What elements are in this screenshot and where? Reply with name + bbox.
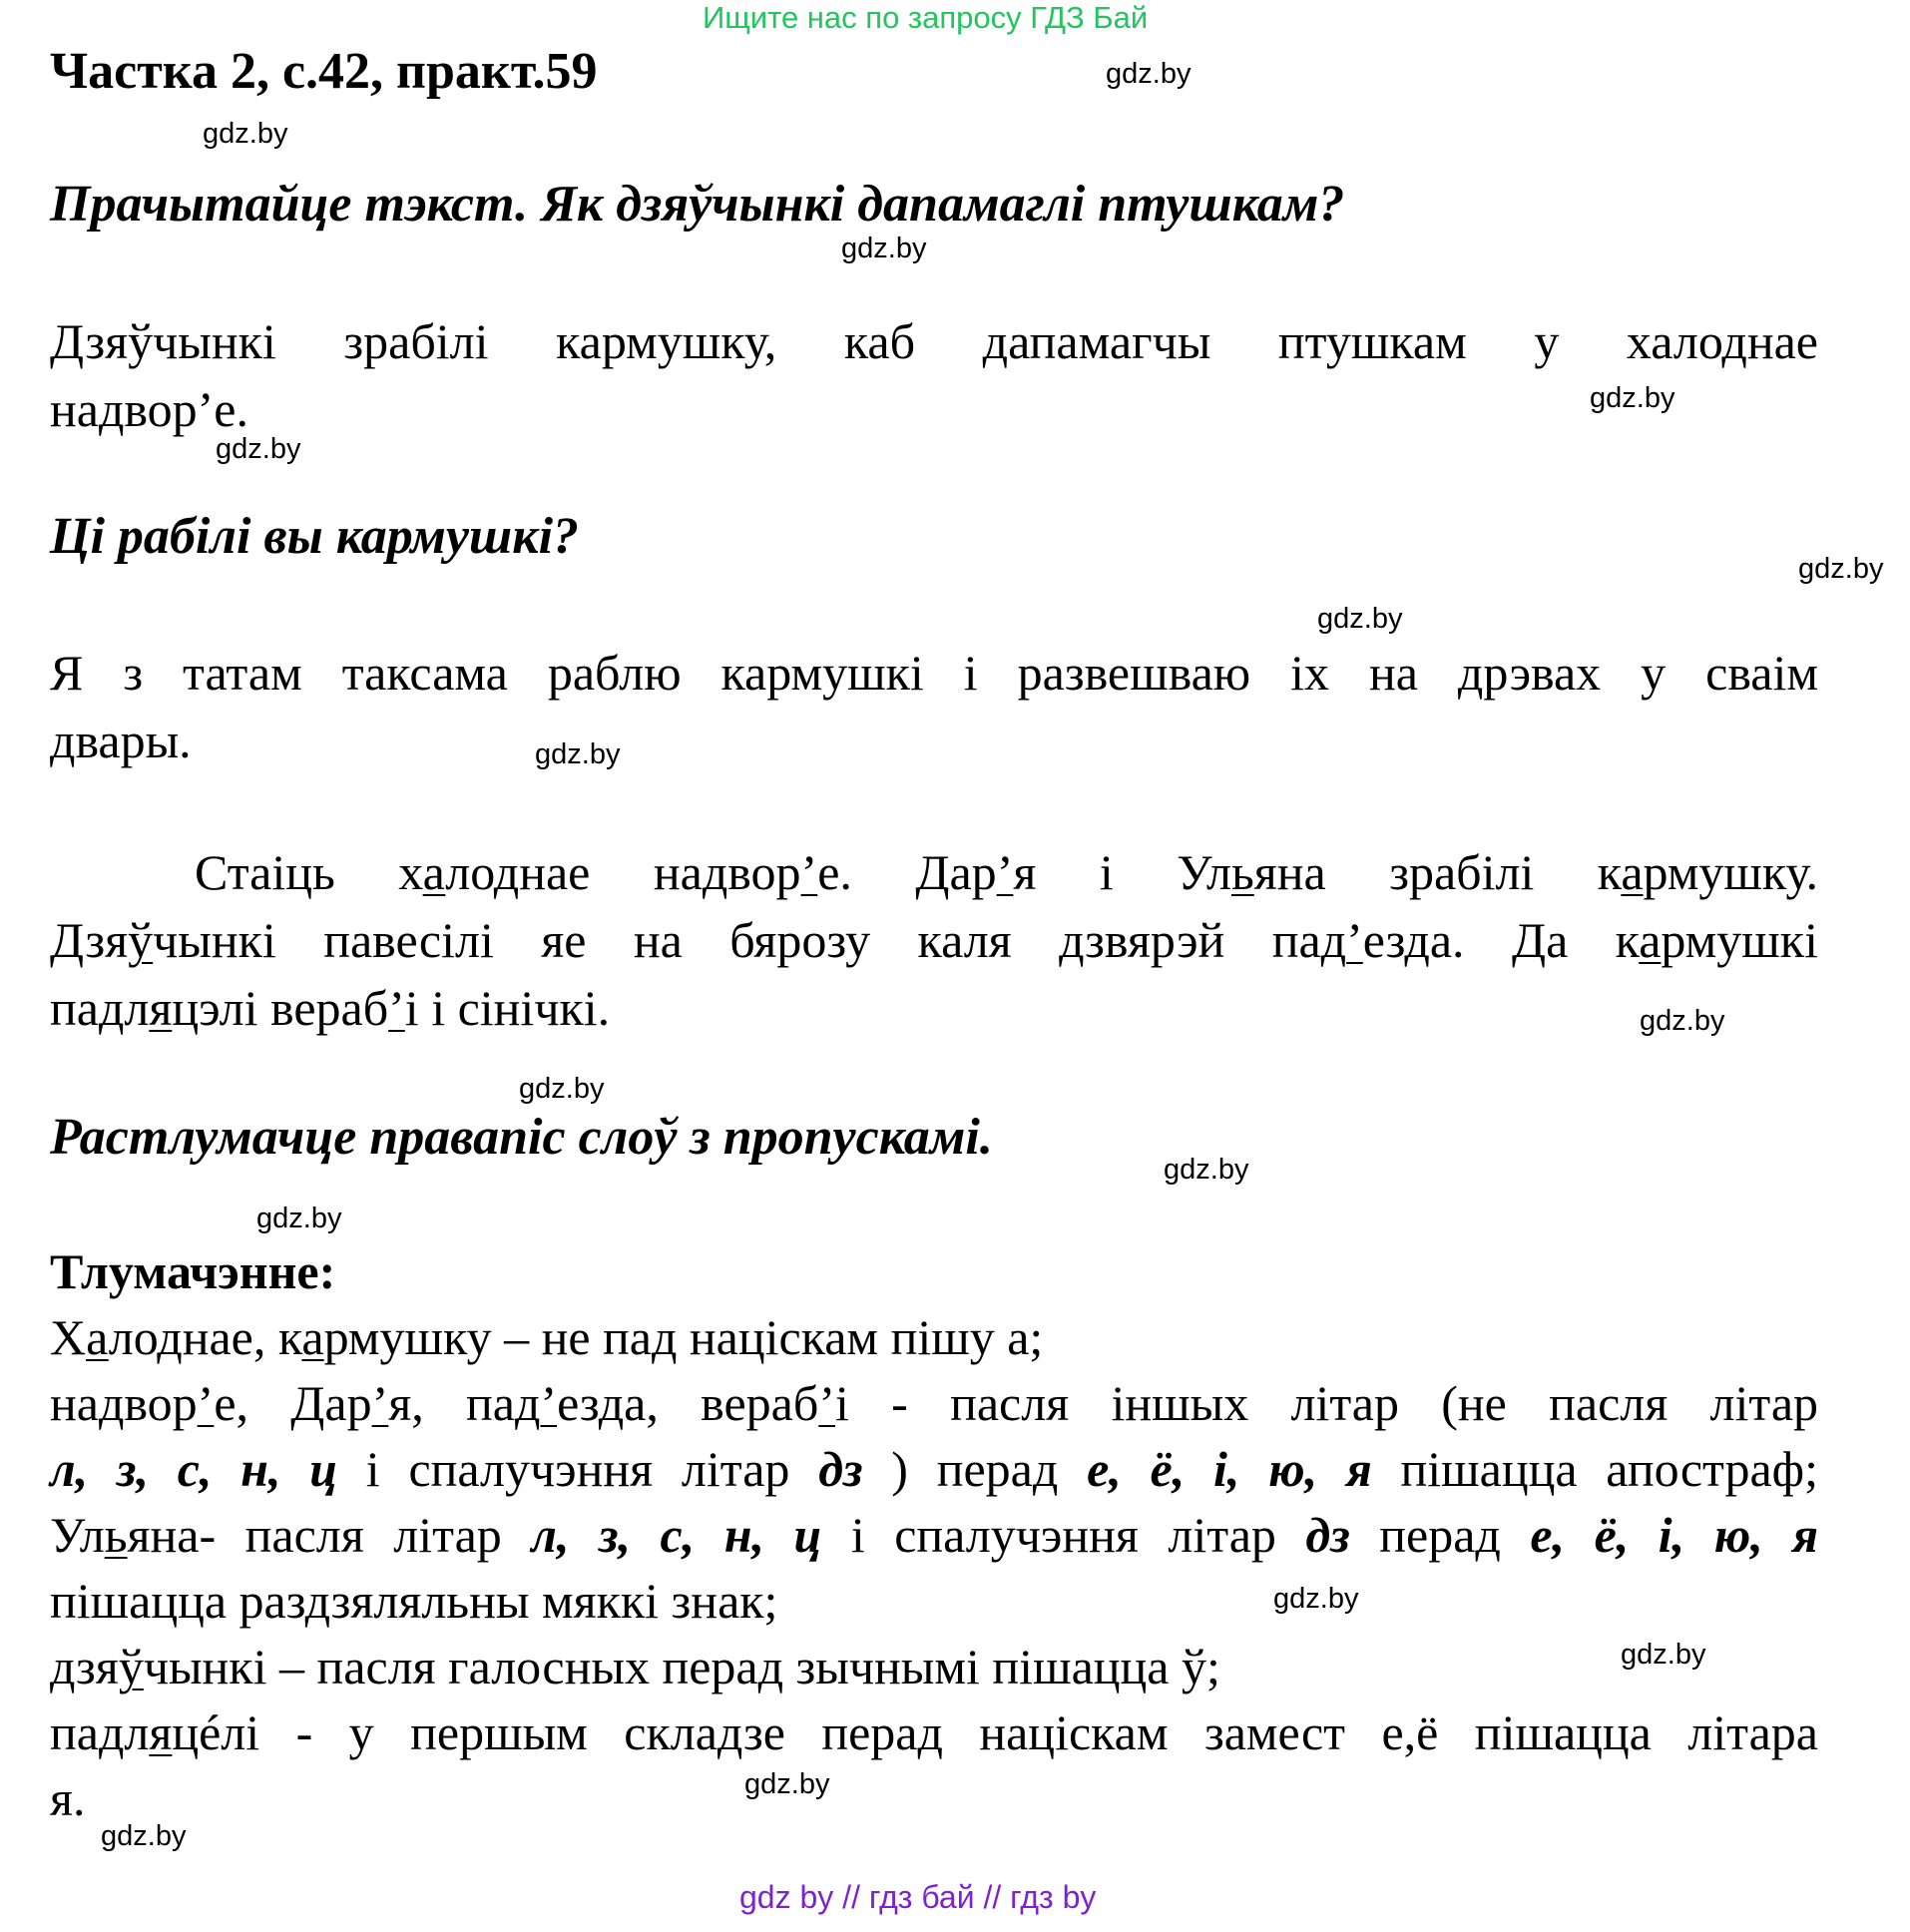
explanation-text: рмушку – не пад націскам пішу а;: [323, 1309, 1044, 1365]
story-text: і і сінічкі.: [404, 980, 611, 1036]
explanation-row-3: [50, 1435, 1818, 1503]
explanation-row-2: [50, 1369, 1818, 1437]
explanation-letter: ’: [818, 1375, 835, 1431]
watermark: gdz.by: [1106, 58, 1192, 90]
explanation-text: цéлі - у першым складзе перад націскам замест е,ё пішацца літара: [172, 1704, 1818, 1760]
explanation-heading: Тлумачэнне:: [50, 1243, 336, 1299]
explanation-text: Ул: [50, 1507, 105, 1563]
story-text: яна зрабілі к: [1253, 844, 1622, 900]
explanation-text: пішацца апостраф;: [1371, 1441, 1818, 1497]
explanation-letter: я: [149, 1704, 173, 1760]
explanation-text: Х: [50, 1309, 87, 1365]
answer-1-line-2: надвор’е.: [50, 381, 248, 437]
explanation-text: надвор: [50, 1375, 198, 1431]
story-line-2: [50, 906, 1818, 974]
footer-links: gdz by // гдз бай // гдз by: [739, 1879, 1097, 1915]
story-text: я і Ул: [1013, 844, 1231, 900]
task-1: Прачытайце тэкст. Як дзяўчынкі дапамаглі птушкам?: [50, 176, 1345, 233]
explanation-row-8: я.: [50, 1770, 86, 1826]
explanation-text: ) перад: [862, 1441, 1088, 1497]
task-3: Растлумачце правапіс слоў з пропускамі.: [50, 1109, 993, 1166]
explanation-text: падл: [50, 1704, 150, 1760]
explanation-row-5: пішацца раздзяляльны мяккі знак;: [50, 1573, 778, 1629]
watermark: gdz.by: [101, 1820, 187, 1852]
story-letter: а: [422, 844, 446, 900]
explanation-text: лоднае, к: [108, 1309, 302, 1365]
explanation-text: дзя: [50, 1639, 119, 1694]
explanation-letter: ’: [371, 1375, 389, 1431]
story-text: лоднае надвор: [445, 844, 801, 900]
story-letter: а: [1621, 844, 1644, 900]
explanation-letter: ь: [104, 1507, 128, 1563]
story-text: Дзя: [50, 912, 129, 968]
answer-1-line-1: Дзяўчынкі зрабілі кармушку, каб дапамагчы птушкам у халоднае: [50, 313, 1818, 369]
watermark: gdz.by: [216, 433, 301, 465]
watermark: gdz.by: [203, 118, 288, 150]
explanation-letter: ’: [197, 1375, 215, 1431]
watermark: gdz.by: [1798, 553, 1884, 585]
explanation-row-4: [50, 1501, 1818, 1569]
explanation-text: я, пад: [388, 1375, 541, 1431]
watermark: gdz.by: [1590, 382, 1675, 414]
watermark: gdz.by: [1164, 1154, 1249, 1186]
explanation-letter: ’: [540, 1375, 558, 1431]
page-title: Частка 2, с.42, практ.59: [50, 43, 598, 100]
watermark: gdz.by: [256, 1203, 342, 1234]
explanation-text: езда, вераб: [557, 1375, 819, 1431]
letters-list: л, з, с, н, ц: [50, 1441, 338, 1497]
watermark: gdz.by: [744, 1768, 830, 1800]
story-text: езда. Да к: [1362, 912, 1640, 968]
explanation-text: перад: [1349, 1507, 1531, 1563]
explanation-letter: а: [86, 1309, 109, 1365]
vowels-list: е, ё, і, ю, я: [1087, 1441, 1372, 1497]
story-letter: ’: [800, 844, 818, 900]
story-text: Стаіць х: [195, 844, 423, 900]
explanation-text: і - пасля іншых літар (не пасля літар: [834, 1375, 1819, 1431]
letters-dz: дз: [818, 1441, 863, 1497]
answer-2-line-1: Я з татам таксама раблю кармушкі і развешваю іх на дрэвах у сваім: [50, 645, 1818, 701]
story-line-1: [50, 838, 1818, 906]
story-letter: а: [1639, 912, 1662, 968]
watermark: gdz.by: [1273, 1583, 1359, 1615]
story-text: чынкі павесілі яе на бярозу каля дзвярэй пад: [153, 912, 1347, 968]
task-2: Ці рабілі вы кармушкі?: [50, 508, 580, 565]
watermark: gdz.by: [519, 1073, 605, 1105]
search-hint: Ищите нас по запросу ГДЗ Бай: [703, 0, 1149, 35]
watermark: gdz.by: [1621, 1639, 1706, 1671]
story-letter: ’: [388, 980, 405, 1036]
explanation-text: яна- пасля літар: [127, 1507, 532, 1563]
answer-2-line-2: двары.: [50, 713, 192, 768]
letters-list: л, з, с, н, ц: [531, 1507, 822, 1563]
watermark: gdz.by: [535, 738, 621, 770]
story-letter: ’: [1346, 912, 1363, 968]
watermark: gdz.by: [841, 233, 927, 264]
story-text: рмушку.: [1643, 844, 1819, 900]
explanation-row-1: [50, 1303, 1043, 1371]
watermark: gdz.by: [1640, 1005, 1725, 1037]
story-letter: ь: [1230, 844, 1254, 900]
explanation-text: і спалучэння літар: [337, 1441, 819, 1497]
story-text: е. Дар: [817, 844, 997, 900]
story-letter: ў: [128, 912, 154, 968]
story-line-3: [50, 974, 610, 1042]
explanation-text: чынкі – пасля галосных перад зычнымі пішацца ў;: [143, 1639, 1220, 1694]
story-text: рмушкі: [1661, 912, 1818, 968]
vowels-list: е, ё, і, ю, я: [1530, 1507, 1818, 1563]
explanation-row-7: [50, 1698, 1818, 1766]
explanation-row-6: [50, 1633, 1220, 1700]
explanation-letter: ў: [118, 1639, 144, 1694]
explanation-letter: а: [301, 1309, 324, 1365]
story-text: цэлі вераб: [172, 980, 389, 1036]
explanation-text: е, Дар: [214, 1375, 372, 1431]
story-letter: я: [149, 980, 173, 1036]
story-text: падл: [50, 980, 150, 1036]
story-letter: ’: [996, 844, 1014, 900]
watermark: gdz.by: [1317, 603, 1403, 635]
letters-dz: дз: [1305, 1507, 1350, 1563]
explanation-text: і спалучэння літар: [821, 1507, 1306, 1563]
